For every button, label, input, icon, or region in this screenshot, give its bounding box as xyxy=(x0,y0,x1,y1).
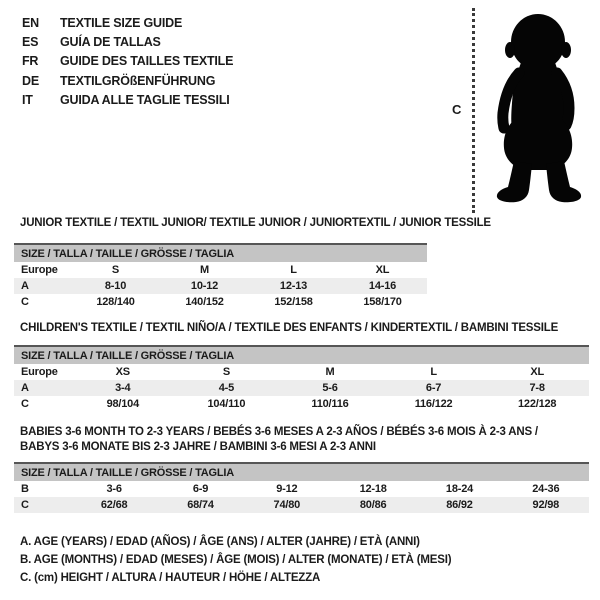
size-cell: XL xyxy=(530,366,544,378)
table-row xyxy=(14,262,427,278)
language-code: ES xyxy=(22,34,39,49)
size-cell: 98/104 xyxy=(106,398,140,410)
size-cell: 62/68 xyxy=(100,499,128,511)
size-cell: 12-18 xyxy=(359,483,387,495)
size-cell: 18-24 xyxy=(445,483,474,495)
row-label: A xyxy=(21,280,29,292)
language-row-en xyxy=(22,13,233,32)
size-cell: 122/128 xyxy=(517,398,557,410)
size-cell: 6-7 xyxy=(425,382,442,394)
legend-age-years: A. AGE (YEARS) / EDAD (AÑOS) / ÂGE (ANS) / ALTER (JAHRE) / ETÀ (ANNI) xyxy=(20,536,420,548)
row-label: Europe xyxy=(21,264,58,276)
size-cell: 9-12 xyxy=(276,483,298,495)
language-row-es xyxy=(22,32,233,51)
language-code: DE xyxy=(22,73,39,88)
size-cell: 12-13 xyxy=(279,280,308,292)
size-cell: 74/80 xyxy=(273,499,301,511)
size-header-bar: SIZE / TALLA / TAILLE / GRÖSSE / TAGLIA xyxy=(14,345,589,364)
language-title: GUÍA DE TALLAS xyxy=(60,34,161,49)
babies-table-rows xyxy=(14,481,589,513)
height-measure-dotted-line xyxy=(472,8,475,213)
language-row-de xyxy=(22,71,233,90)
babies-size-table xyxy=(14,462,589,513)
language-row-it xyxy=(22,90,233,109)
size-cell: 5-6 xyxy=(322,382,338,394)
table-row xyxy=(14,278,427,294)
size-cell: XS xyxy=(115,366,130,378)
junior-table-title: JUNIOR TEXTILE / TEXTIL JUNIOR/ TEXTILE JUNIOR / JUNIORTEXTIL / JUNIOR TESSILE xyxy=(20,217,491,229)
language-code: IT xyxy=(22,92,33,107)
size-cell: 140/152 xyxy=(185,296,224,308)
language-title: TEXTILE SIZE GUIDE xyxy=(60,15,183,30)
size-cell: 14-16 xyxy=(368,280,397,292)
children-size-table xyxy=(14,345,589,412)
size-cell: L xyxy=(290,264,297,276)
language-title: GUIDE DES TAILLES TEXTILE xyxy=(60,54,234,69)
size-cell: S xyxy=(222,366,230,378)
table-row xyxy=(14,396,589,412)
size-cell: 7-8 xyxy=(529,382,545,394)
language-row-fr xyxy=(22,52,233,71)
size-header-bar: SIZE / TALLA / TAILLE / GRÖSSE / TAGLIA xyxy=(14,243,427,262)
babies-table-title-line2: BABYS 3-6 MONATE BIS 2-3 JAHRE / BAMBINI 3-6 MESI A 2-3 ANNI xyxy=(20,441,376,453)
table-row xyxy=(14,481,589,497)
size-cell: 80/86 xyxy=(359,499,387,511)
size-cell: L xyxy=(430,366,437,378)
size-cell: 6-9 xyxy=(192,483,209,495)
size-cell: 24-36 xyxy=(532,483,560,495)
table-row xyxy=(14,380,589,396)
size-cell: M xyxy=(200,264,209,276)
row-label: B xyxy=(21,483,29,495)
size-cell: 86/92 xyxy=(446,499,473,511)
height-measure-label: C xyxy=(452,102,462,117)
size-cell: 68/74 xyxy=(187,499,214,511)
size-cell: M xyxy=(325,366,335,378)
size-cell: 92/98 xyxy=(532,499,560,511)
size-header-bar: SIZE / TALLA / TAILLE / GRÖSSE / TAGLIA xyxy=(14,462,589,481)
measure-legend xyxy=(20,533,451,588)
junior-table-rows xyxy=(14,262,427,310)
size-cell: S xyxy=(111,264,120,276)
language-code: FR xyxy=(22,54,39,69)
row-label: Europe xyxy=(21,366,58,378)
size-cell: 152/158 xyxy=(274,296,313,308)
baby-figure xyxy=(450,6,600,218)
row-label: C xyxy=(21,499,29,511)
size-cell: 4-5 xyxy=(218,382,235,394)
children-table-rows xyxy=(14,364,589,412)
size-cell: 8-10 xyxy=(104,280,127,292)
table-row xyxy=(14,497,589,513)
language-title: GUIDA ALLE TAGLIE TESSILI xyxy=(60,92,230,107)
language-title: TEXTILGRÖßENFÜHRUNG xyxy=(60,73,216,88)
size-cell: 128/140 xyxy=(96,296,135,308)
size-cell: 110/116 xyxy=(311,398,349,410)
size-cell: 116/122 xyxy=(414,398,453,410)
row-label: C xyxy=(21,296,29,308)
language-code: EN xyxy=(22,15,39,30)
legend-height-cm: C. (cm) HEIGHT / ALTURA / HAUTEUR / HÖHE / ALTEZZA xyxy=(20,572,321,585)
language-list xyxy=(22,13,233,109)
legend-age-months: B. AGE (MONTHS) / EDAD (MESES) / ÂGE (MOIS) / ALTER (MONATE) / ETÀ (MESI) xyxy=(20,554,452,567)
table-row xyxy=(14,294,427,310)
size-cell: 10-12 xyxy=(190,280,219,292)
row-label: A xyxy=(21,382,29,394)
row-label: C xyxy=(21,398,29,410)
table-row xyxy=(14,364,589,380)
size-cell: 3-6 xyxy=(106,483,122,495)
baby-silhouette-icon xyxy=(486,13,592,211)
size-cell: 158/170 xyxy=(363,296,402,308)
children-table-title: CHILDREN'S TEXTILE / TEXTIL NIÑO/A / TEXTILE DES ENFANTS / KINDERTEXTIL / BAMBINI TESSILE xyxy=(20,322,559,334)
babies-table-title-line1: BABIES 3-6 MONTH TO 2-3 YEARS / BEBÉS 3-6 MESES A 2-3 AÑOS / BÉBÉS 3-6 MOIS À 2-3 ANS / xyxy=(20,426,538,438)
junior-size-table xyxy=(14,243,427,310)
size-cell: 3-4 xyxy=(115,382,131,394)
size-cell: 104/110 xyxy=(207,398,246,410)
size-cell: XL xyxy=(375,264,390,276)
